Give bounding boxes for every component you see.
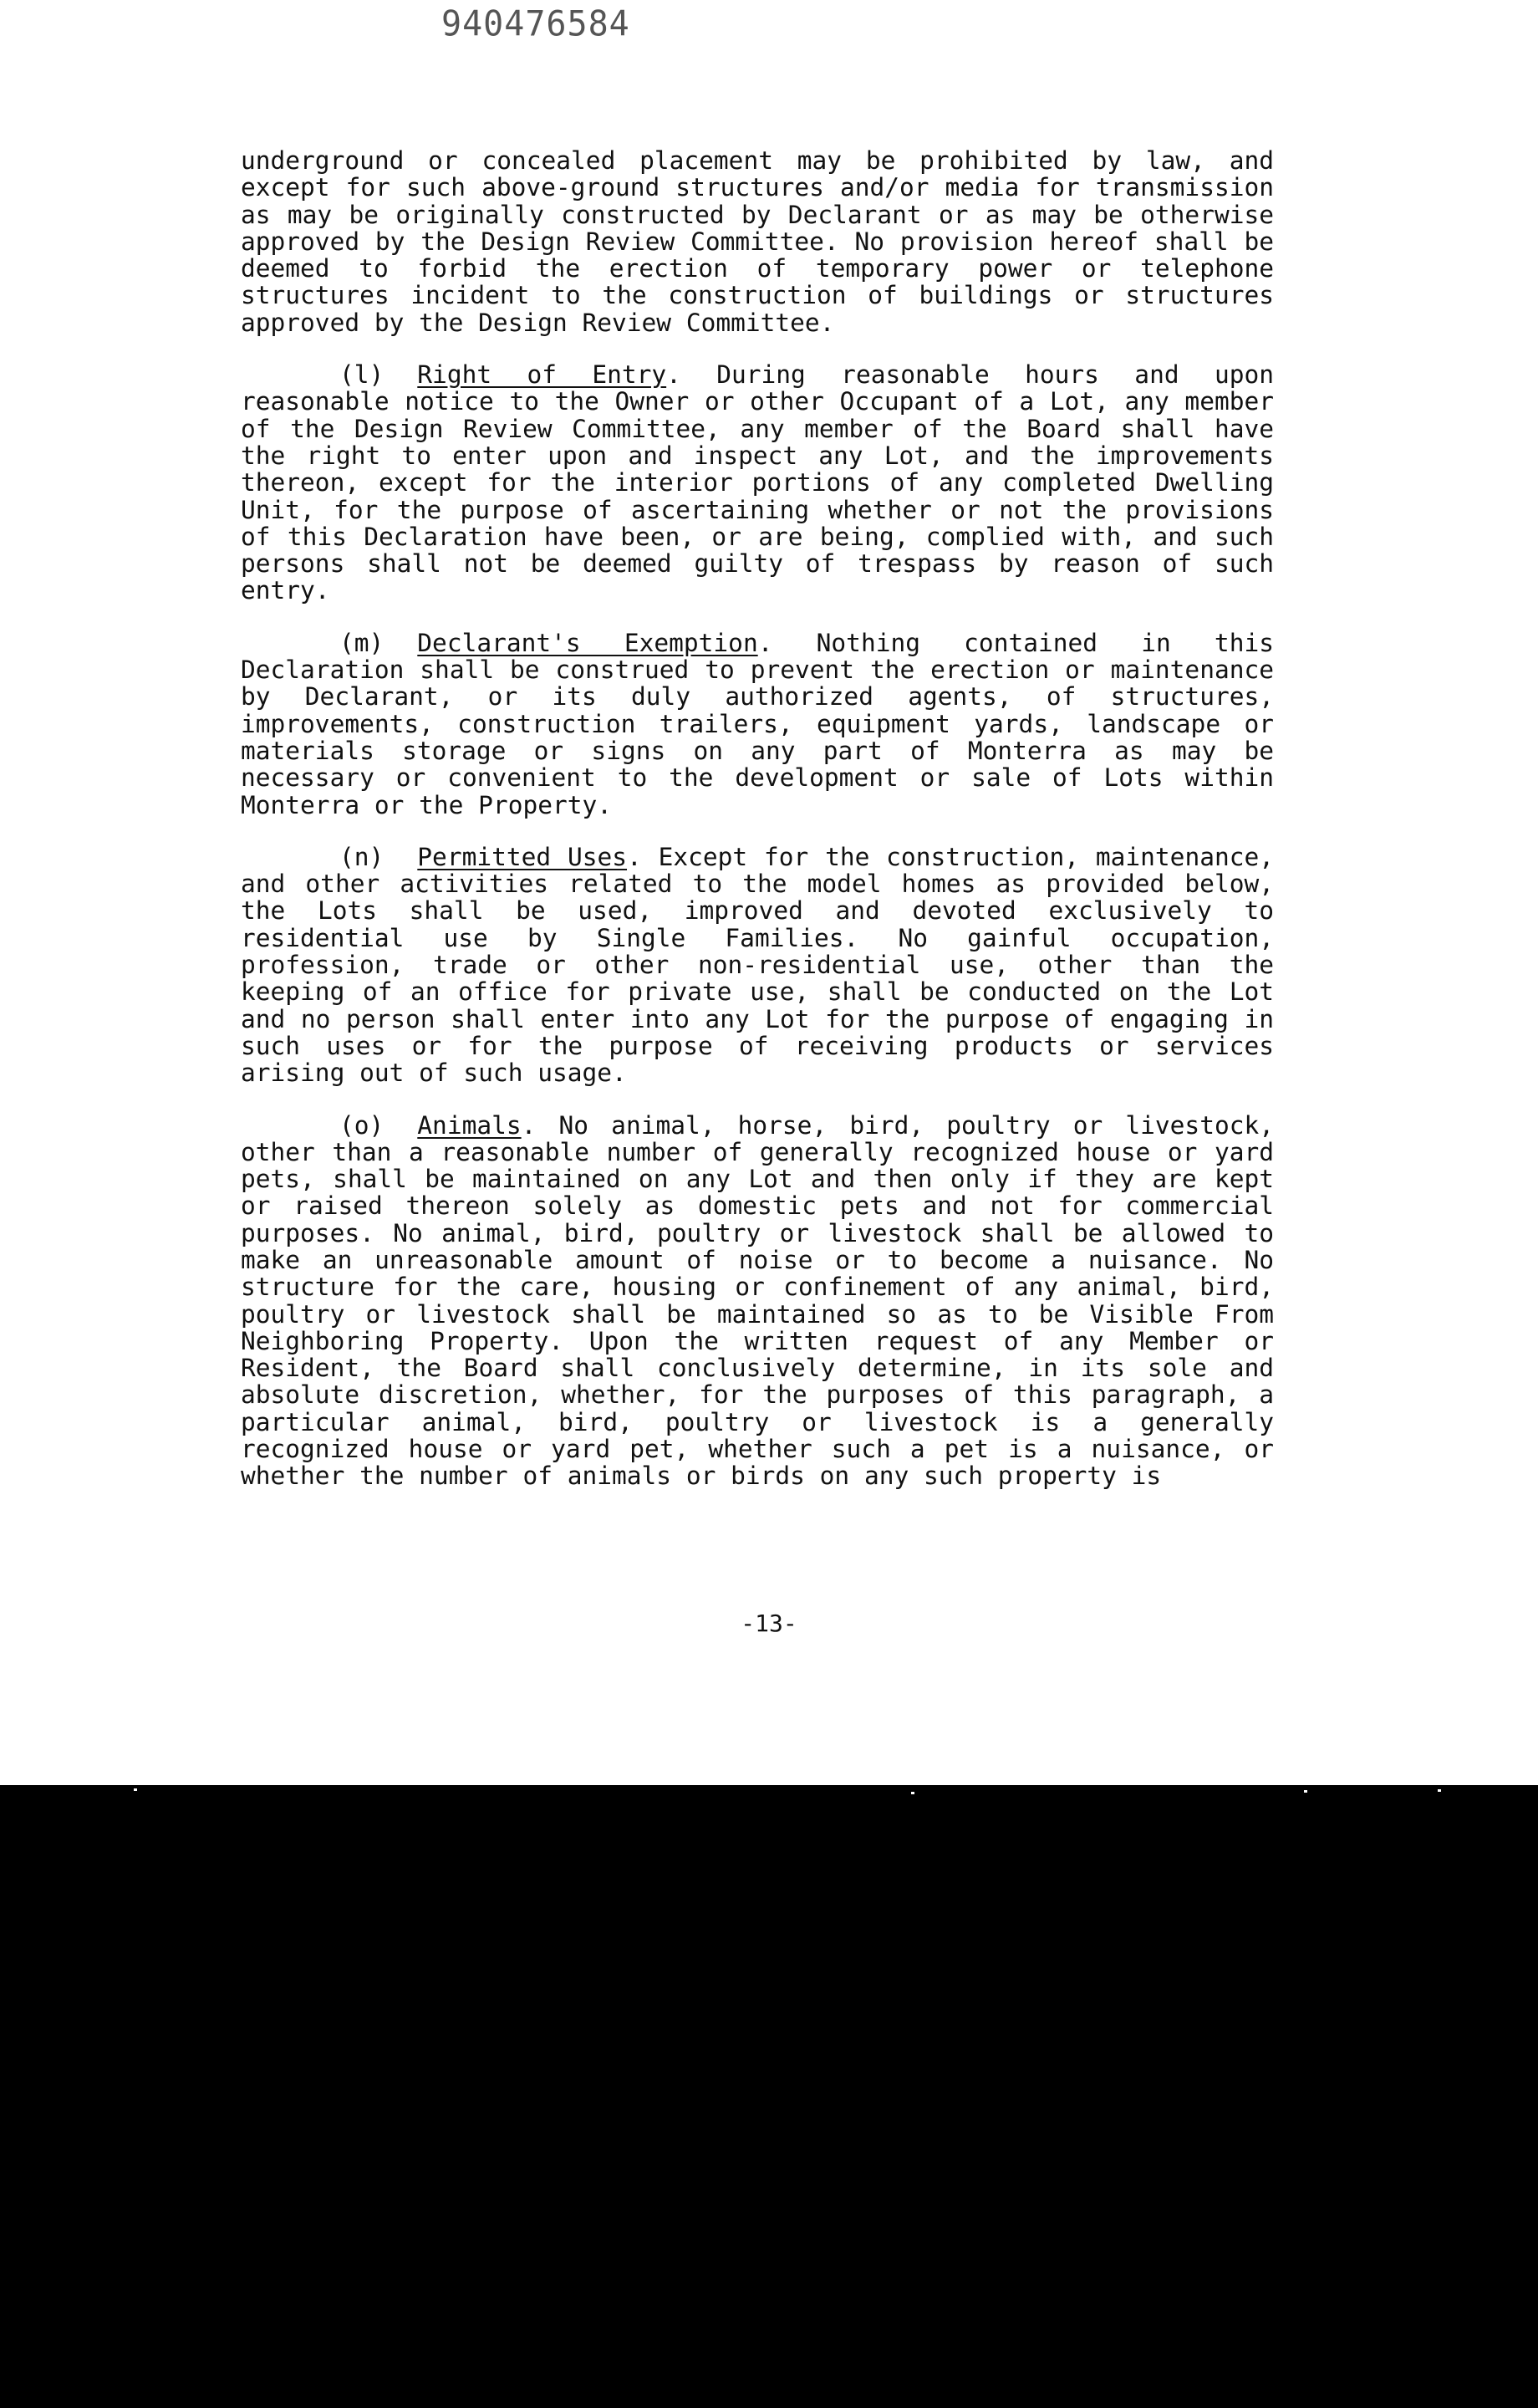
- scan-speck: [911, 1792, 914, 1794]
- section-text: . During reasonable hours and upon reasonable notice to the Owner or other Occupant of a Lot, any member of the Design Review Committee, any member of the Board shall have the right to enter upon and inspect any Lot, and the improvements thereon, except for the interior portions of any completed Dwelling Unit, for the purpose of ascertaining whether or not the provisions of this Declaration have been, or are being, complied with, and such persons shall not be deemed guilty of trespass by reason of such entry.: [241, 360, 1274, 605]
- section-text: . Except for the construction, maintenance, and other activities related to the model homes as provided below, the Lots shall be used, improved and devoted exclusively to residential use by Single Families. No gainful occupation, profession, trade or other non-residential use, other than the keeping of an office for private use, shall be conducted on the Lot and no person shall enter into any Lot for the purpose of engaging in such uses or for the purpose of receiving products or services arising out of such usage.: [241, 842, 1275, 1088]
- section-marker: (l): [339, 360, 384, 390]
- scan-black-border: [0, 1785, 1538, 2408]
- document-id: 940476584: [441, 3, 630, 45]
- section-heading: Declarant's Exemption: [417, 628, 758, 657]
- section-text: . Nothing contained in this Declaration shall be construed to prevent the erection or maintenance by Declarant, or its duly authorized agents, of structures, improvements, construction trailers, equipment yards, landscape or materials storage or signs on any part of Monterra as may be necessary or convenient to the development or sale of Lots within Monterra or the Property.: [241, 628, 1274, 819]
- section-marker: (n): [339, 842, 384, 871]
- section-marker: (o): [339, 1110, 384, 1140]
- section-permitted-uses: [241, 844, 1274, 1087]
- scan-speck: [134, 1788, 137, 1791]
- document-body: [241, 147, 1274, 1515]
- section-heading: Right of Entry: [417, 360, 667, 390]
- page-number: -13-: [741, 1610, 797, 1637]
- section-animals: [241, 1112, 1274, 1490]
- intro-paragraph: underground or concealed placement may be prohibited by law, and except for such above-ground structures and/or media for transmission as may be originally constructed by Declarant or as may be otherwise approved by the Design Review Committee. No provision hereof shall be deemed to forbid the erection of temporary power or telephone structures incident to the construction of buildings or structures approved by the Design Review Committee.: [241, 146, 1274, 337]
- scan-speck: [1304, 1790, 1307, 1793]
- section-marker: (m): [339, 628, 384, 657]
- section-heading: Animals: [417, 1110, 522, 1140]
- section-declarants-exemption: [241, 630, 1274, 819]
- section-right-of-entry: [241, 361, 1274, 605]
- section-text: . No animal, horse, bird, poultry or livestock, other than a reasonable number of generally recognized house or yard pets, shall be maintained on any Lot and then only if they are kept or raised thereon solely as domestic pets and not for commercial purposes. No animal, bird, poultry or livestock shall be allowed to make an unreasonable amount of noise or to become a nuisance. No structure for the care, housing or confinement of any animal, bird, poultry or livestock shall be maintained so as to be Visible From Neighboring Property. Upon the written request of any Member or Resident, the Board shall conclusively determine, in its sole and absolute discretion, whether, for the purposes of this paragraph, a particular animal, bird, poultry or livestock is a generally recognized house or yard pet, whether such a pet is a nuisance, or whether the number of animals or birds on any such property is: [241, 1110, 1274, 1491]
- scan-speck: [1438, 1789, 1441, 1792]
- section-heading: Permitted Uses: [417, 842, 628, 871]
